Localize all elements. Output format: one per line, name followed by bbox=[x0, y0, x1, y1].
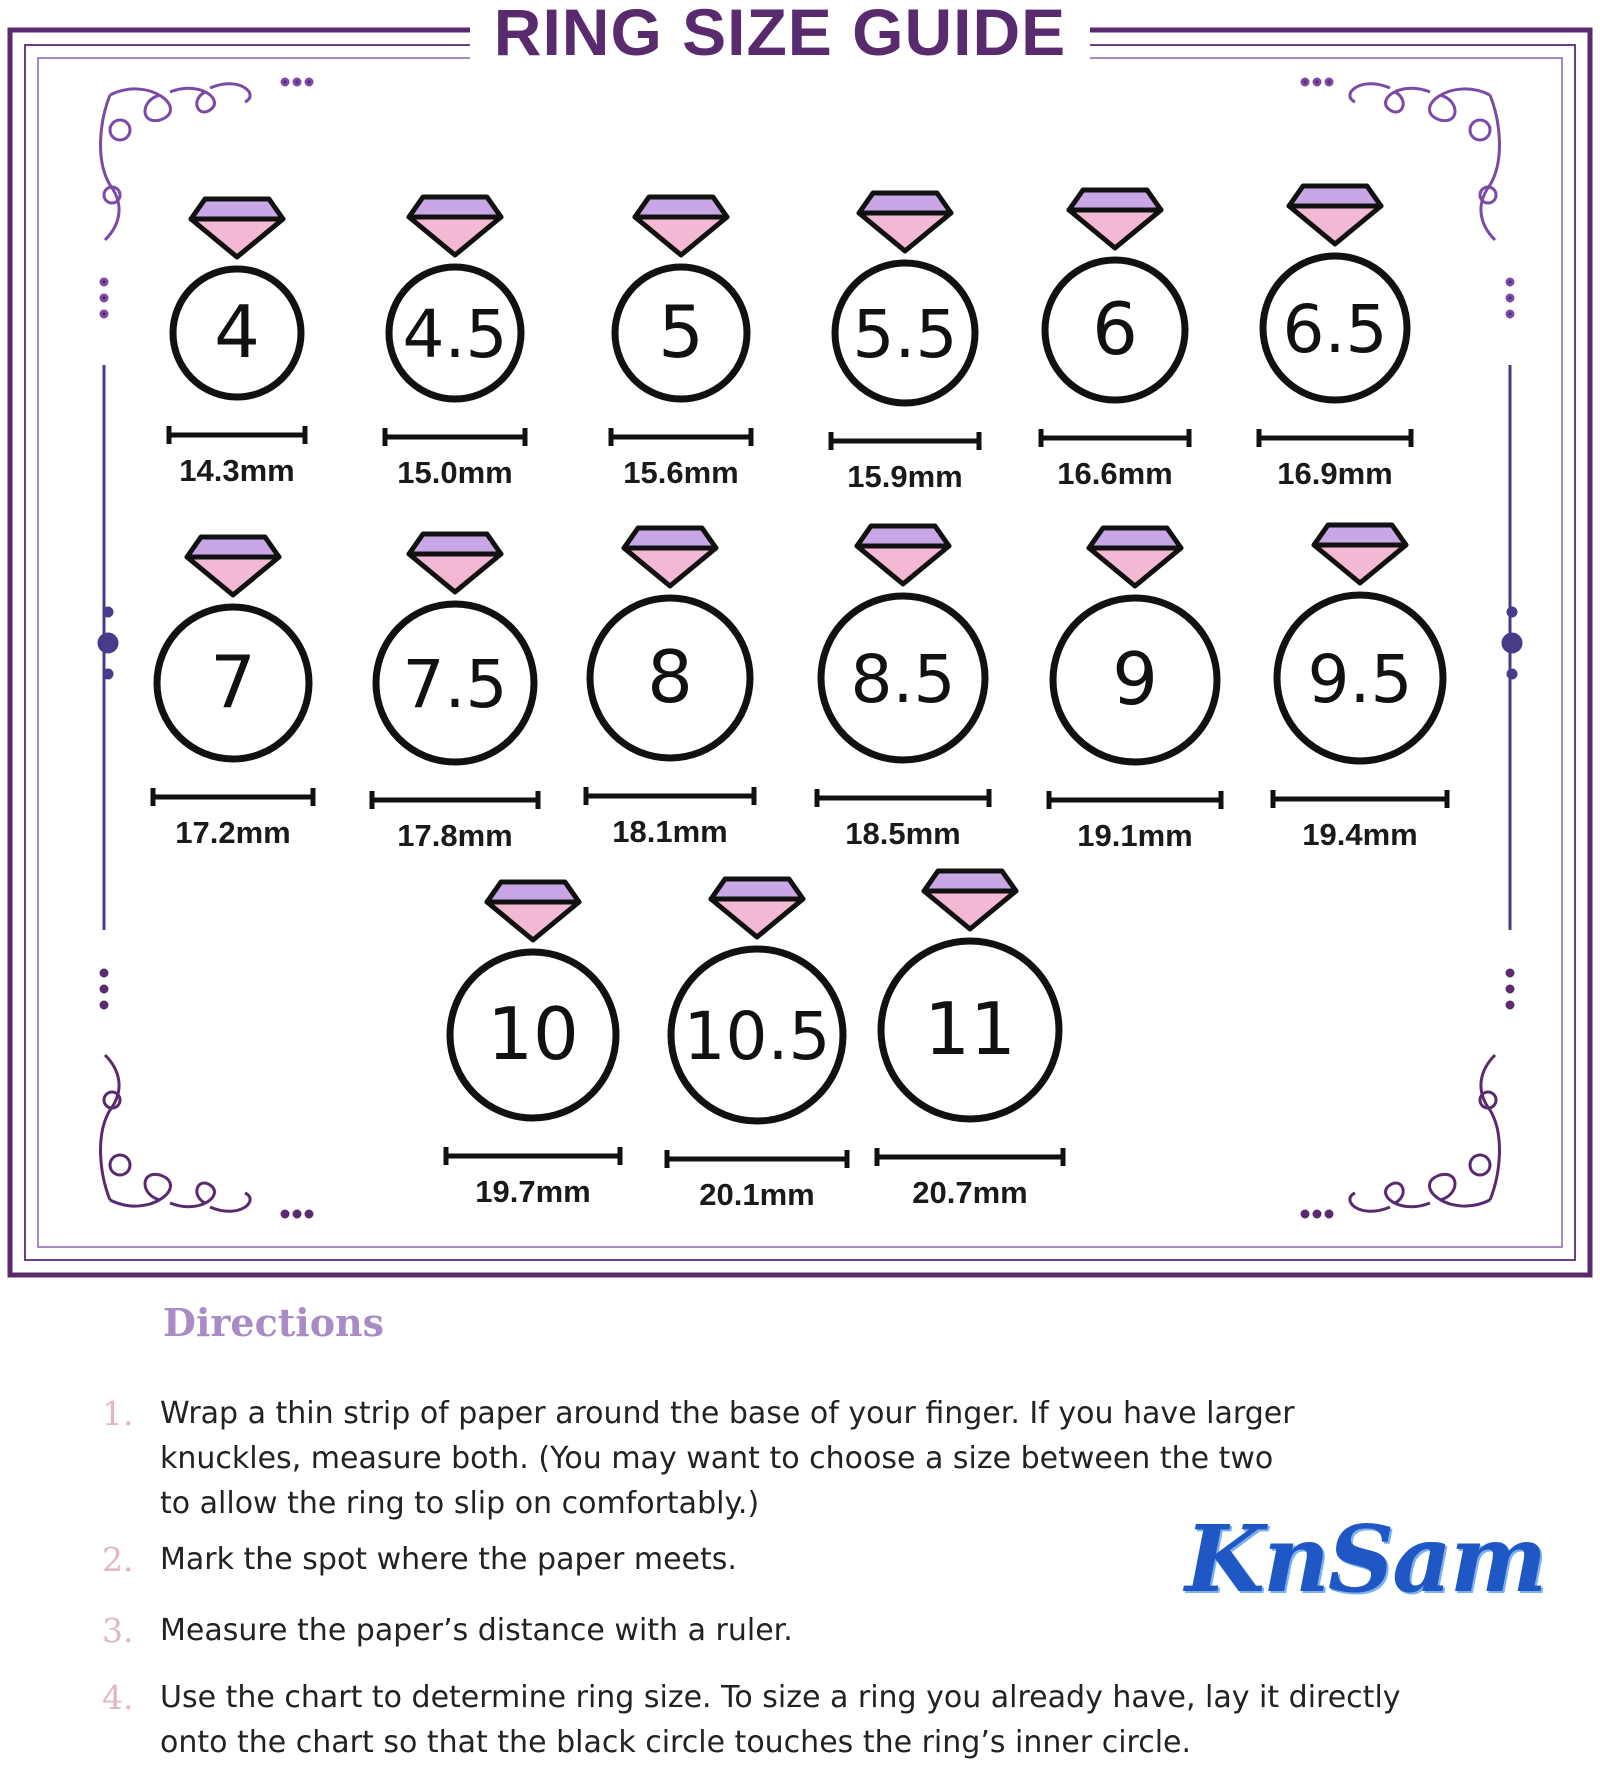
gem-icon bbox=[1314, 525, 1406, 583]
right-side-ornament bbox=[1503, 365, 1521, 930]
gem-icon bbox=[1289, 186, 1381, 244]
gem-icon bbox=[1089, 528, 1181, 586]
ring-diameter-label: 17.2mm bbox=[175, 815, 291, 850]
ring-size-item bbox=[877, 871, 1063, 1210]
step-number: 1. bbox=[102, 1394, 134, 1433]
gem-icon bbox=[624, 528, 716, 586]
ring-size-item bbox=[831, 193, 979, 494]
step-line: to allow the ring to slip on comfortably.) bbox=[160, 1486, 760, 1521]
page-title: RING SIZE GUIDE bbox=[470, 0, 1090, 72]
gem-icon bbox=[635, 197, 727, 255]
ring-size-item bbox=[1041, 190, 1189, 491]
ring-diameter-label: 19.1mm bbox=[1077, 818, 1193, 853]
ring-size-label: 10.5 bbox=[683, 998, 831, 1075]
left-side-ornament bbox=[99, 365, 117, 930]
ring-size-label: 6.5 bbox=[1282, 291, 1388, 368]
gem-icon bbox=[191, 199, 283, 257]
flourish-bottom-left-icon bbox=[101, 970, 312, 1217]
gem-icon bbox=[187, 537, 279, 595]
ring-diameter-label: 15.9mm bbox=[847, 459, 963, 494]
ring-size-item bbox=[1273, 525, 1447, 852]
gem-icon bbox=[409, 197, 501, 255]
ring-size-label: 5 bbox=[658, 290, 704, 374]
ring-size-label: 11 bbox=[924, 987, 1016, 1071]
gem-icon bbox=[487, 882, 579, 940]
brand-logo: KnSam bbox=[1185, 1505, 1546, 1613]
ring-size-label: 4.5 bbox=[402, 296, 508, 373]
ring-size-label: 8 bbox=[647, 635, 693, 719]
ring-size-label: 8.5 bbox=[850, 641, 956, 718]
ring-size-label: 5.5 bbox=[852, 296, 958, 373]
ring-size-item bbox=[385, 197, 525, 490]
ring-size-item bbox=[446, 882, 620, 1209]
flourish-bottom-right-icon bbox=[1302, 970, 1513, 1217]
ring-diameter-label: 19.7mm bbox=[475, 1174, 591, 1209]
step-text bbox=[160, 1608, 1540, 1653]
ring-size-label: 4 bbox=[214, 290, 260, 374]
ring-diameter-label: 20.1mm bbox=[699, 1177, 815, 1212]
ring-size-label: 7.5 bbox=[402, 646, 508, 723]
ring-size-item bbox=[1259, 186, 1411, 491]
ring-diameter-label: 18.1mm bbox=[612, 814, 728, 849]
ring-size-item bbox=[153, 537, 313, 850]
step-text bbox=[160, 1675, 1540, 1765]
ring-size-label: 7 bbox=[210, 640, 256, 724]
gem-icon bbox=[857, 526, 949, 584]
step-number: 2. bbox=[102, 1540, 134, 1579]
gem-icon bbox=[859, 193, 951, 251]
step-line: onto the chart so that the black circle touches the ring’s inner circle. bbox=[160, 1725, 1192, 1760]
ring-diameter-label: 20.7mm bbox=[912, 1175, 1028, 1210]
ring-diameter-label: 19.4mm bbox=[1302, 817, 1418, 852]
step-line: knuckles, measure both. (You may want to choose a size between the two bbox=[160, 1441, 1274, 1476]
ring-diameter-label: 14.3mm bbox=[179, 453, 295, 488]
ring-size-item bbox=[667, 879, 847, 1212]
ring-size-label: 9 bbox=[1112, 637, 1158, 721]
rings-layer bbox=[153, 186, 1447, 1212]
ring-size-label: 9.5 bbox=[1307, 641, 1413, 718]
ring-diameter-label: 18.5mm bbox=[845, 816, 961, 851]
gem-icon bbox=[409, 534, 501, 592]
step-number: 3. bbox=[102, 1611, 134, 1650]
ring-size-item bbox=[1049, 528, 1221, 853]
ring-diameter-label: 15.6mm bbox=[623, 455, 739, 490]
step-line: Use the chart to determine ring size. To size a ring you already have, lay it directly bbox=[160, 1680, 1401, 1715]
ring-size-item bbox=[611, 197, 751, 490]
step-line: Wrap a thin strip of paper around the base of your finger. If you have larger bbox=[160, 1396, 1295, 1431]
step-line: Mark the spot where the paper meets. bbox=[160, 1542, 737, 1577]
ring-size-item bbox=[169, 199, 305, 488]
gem-icon bbox=[924, 871, 1016, 929]
ring-size-label: 10 bbox=[487, 992, 579, 1076]
ring-size-item bbox=[817, 526, 989, 851]
ring-diameter-label: 15.0mm bbox=[397, 455, 513, 490]
ring-diameter-label: 16.6mm bbox=[1057, 456, 1173, 491]
step-line: Measure the paper’s distance with a ruler. bbox=[160, 1613, 793, 1648]
ring-diameter-label: 17.8mm bbox=[397, 818, 513, 853]
ring-size-label: 6 bbox=[1092, 287, 1138, 371]
ring-diameter-label: 16.9mm bbox=[1277, 456, 1393, 491]
directions-heading: Directions bbox=[163, 1300, 385, 1345]
step-number: 4. bbox=[102, 1678, 134, 1717]
gem-icon bbox=[711, 879, 803, 937]
ring-size-item bbox=[372, 534, 538, 853]
gem-icon bbox=[1069, 190, 1161, 248]
ring-size-item bbox=[586, 528, 754, 849]
